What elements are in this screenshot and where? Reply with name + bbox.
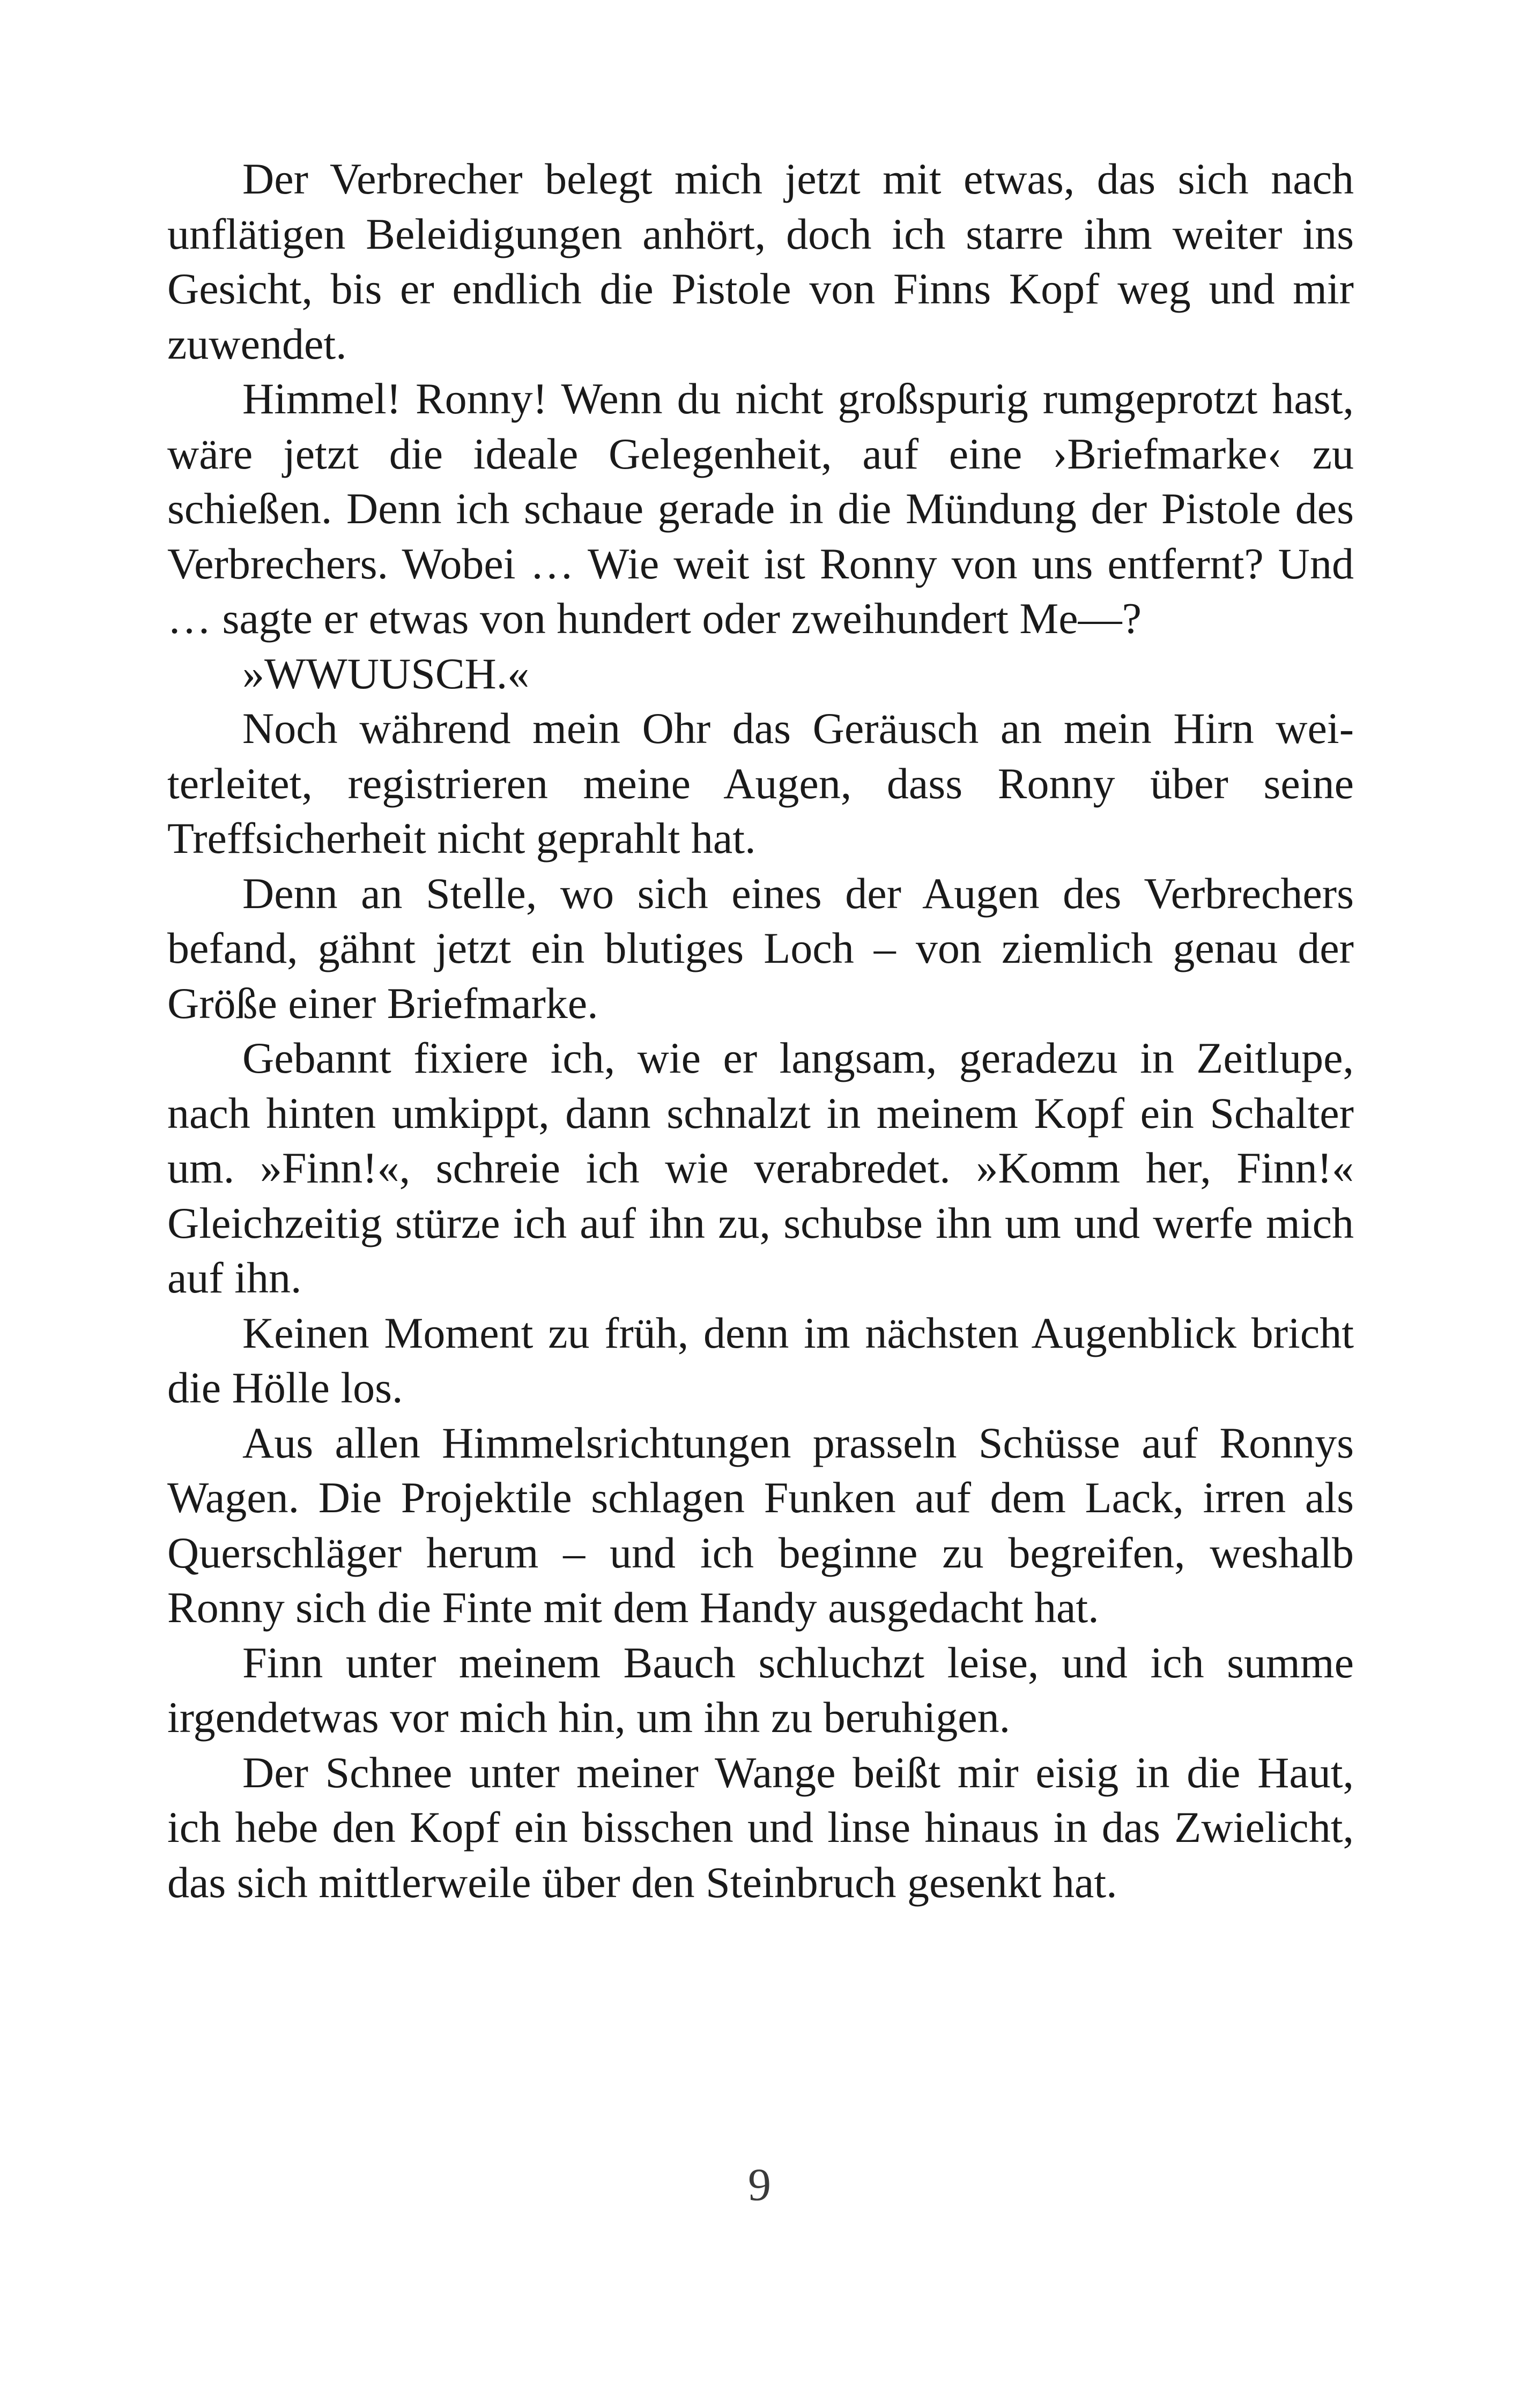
paragraph: Der Schnee unter meiner Wange beißt mir eisig in die Haut, ich hebe den Kopf ein bisschen und linse hinaus in das Zwielicht, das sich mittlerweile über den Steinbruch gesenkt hat. (167, 1748, 1354, 1907)
paragraph: Noch während mein Ohr das Geräusch an mein Hirn weiterleitet, registrieren meine Augen, dass Ronny über seine Treffsicherheit nicht geprahlt hat. (167, 704, 1354, 863)
paragraph: Der Verbrecher belegt mich jetzt mit etwas, das sich nach unflätigen Beleidigungen anhört, doch ich starre ihm weiter ins Gesicht, bis er endlich die Pistole von Finns Kopf weg und mir zuwendet. (167, 154, 1354, 368)
paragraph: Himmel! Ronny! Wenn du nicht großspurig rumgeprotzt hast, wäre jetzt die ideale Gelegenheit, auf eine ›Briefmarke‹ zu schießen. Denn ich schaue gerade in die Mündung der Pistole des Verbrechers. Wobei … Wie weit ist Ronny von uns entfernt? Und … sagte er etwas von hundert oder zweihundert Me—? (167, 374, 1354, 643)
paragraph: Keinen Moment zu früh, denn im nächsten Augenblick bricht die Hölle los. (167, 1308, 1354, 1412)
paragraph: Finn unter meinem Bauch schluchzt leise, und ich summe irgendetwas vor mich hin, um ihn zu beruhigen. (167, 1638, 1354, 1742)
paragraph: Aus allen Himmelsrichtungen prasseln Schüsse auf Ronnys Wagen. Die Projektile schlagen Funken auf dem Lack, irren als Querschläger herum – und ich beginne zu begreifen, weshalb Ronny sich die Finte mit dem Handy ausgedacht hat. (167, 1418, 1354, 1632)
paragraph: Gebannt fixiere ich, wie er langsam, geradezu in Zeitlupe, nach hinten umkippt, dann schnalzt in meinem Kopf ein Schalter um. »Finn!«, schreie ich wie verabredet. »Komm her, Finn!« Gleichzeitig stürze ich auf ihn zu, schubse ihn um und werfe mich auf ihn. (167, 1034, 1354, 1302)
paragraph: Denn an Stelle, wo sich eines der Augen des Verbrechers befand, gähnt jetzt ein blutiges Loch – von ziemlich genau der Größe einer Briefmarke. (167, 868, 1354, 1028)
paragraph: »WWUUSCH.« (242, 649, 530, 698)
page-number: 9 (748, 2159, 771, 2210)
body-text (167, 152, 1354, 1910)
